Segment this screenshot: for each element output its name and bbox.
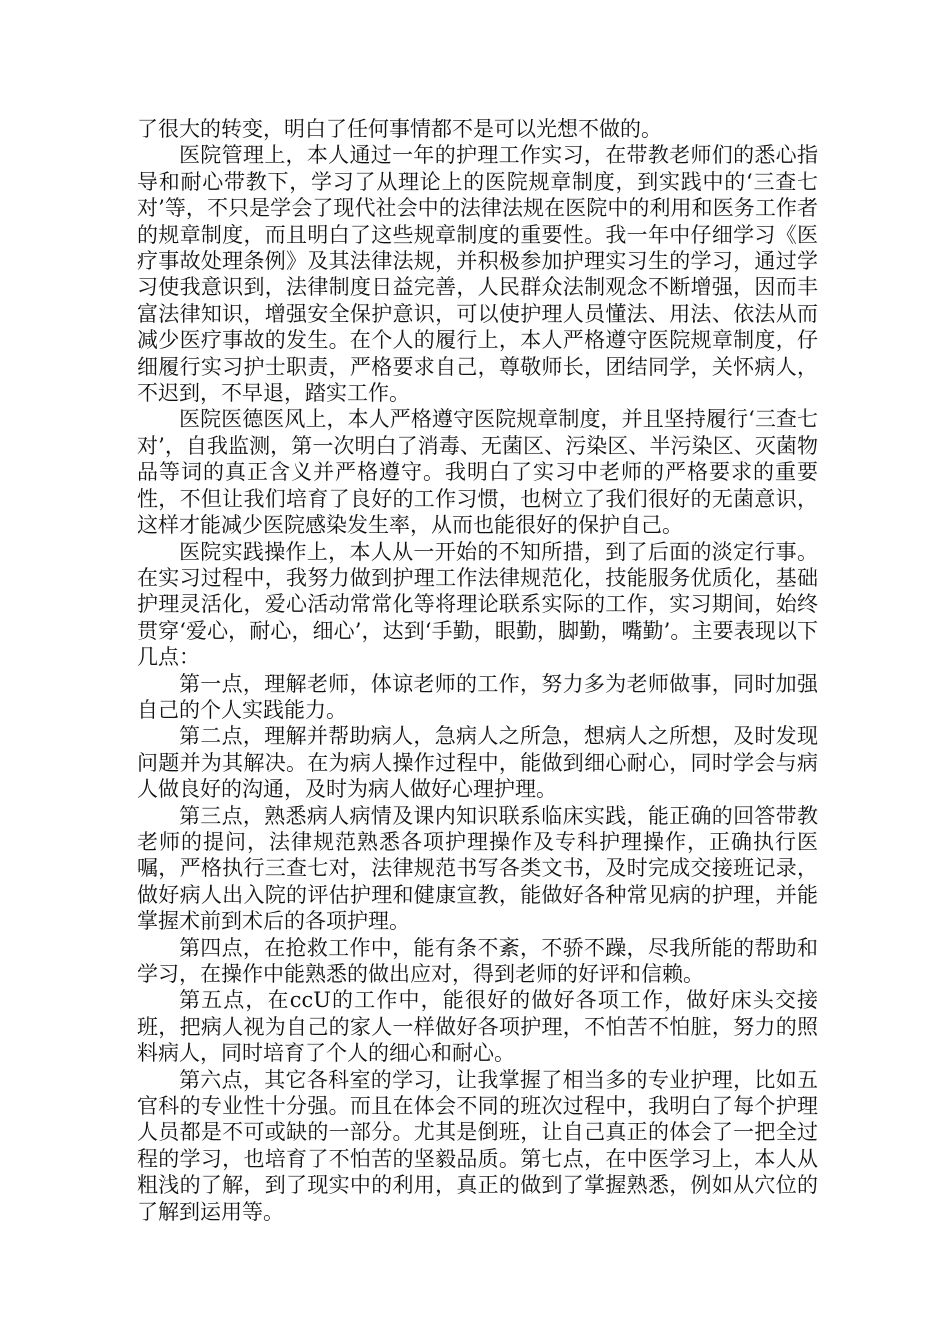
paragraph-point-six: 第六点，其它各科室的学习，让我掌握了相当多的专业护理，比如五官科的专业性十分强。而且在体会不同的班次过程中，我明白了每个护理人员都是不可或缺的一部分。尤其是倒班，让自己真正的体会了一把全过程的学习，也培育了不怕苦的坚毅品质。第七点，在中医学习上，本人从粗浅的了解，到了现实中的利用，真正的做到了掌握熟悉，例如从穴位的了解到运用等。 xyxy=(137,1067,818,1224)
paragraph-hospital-management: 医院管理上，本人通过一年的护理工作实习，在带教老师们的悉心指导和耐心带教下，学习了从理论上的医院规章制度，到实践中的‘三查七对’等，不只是学会了现代社会中的法律法规在医院中的利用和医务工作者的规章制度，而且明白了这些规章制度的重要性。我一年中仔细学习《医疗事故处理条例》及其法律法规，并积极参加护理实习生的学习，通过学习使我意识到，法律制度日益完善，人民群众法制观念不断增强，因而丰富法律知识，增强安全保护意识，可以使护理人员懂法、用法、依法从而减少医疗事故的发生。在个人的履行上，本人严格遵守医院规章制度，仔细履行实习护士职责，严格要求自己，尊敬师长，团结同学，关怀病人，不迟到，不早退，踏实工作。 xyxy=(137,143,818,406)
paragraph-point-two: 第二点，理解并帮助病人，急病人之所急，想病人之所想，及时发现问题并为其解决。在为病人操作过程中，能做到细心耐心，同时学会与病人做良好的沟通，及时为病人做好心理护理。 xyxy=(137,724,818,802)
paragraph-medical-ethics: 医院医德医风上，本人严格遵守医院规章制度，并且坚持履行‘三查七对’，自我监测，第一次明白了消毒、无菌区、污染区、半污染区、灭菌物品等词的真正含义并严格遵守。我明白了实习中老师的严格要求的重要性，不但让我们培育了良好的工作习惯，也树立了我们很好的无菌意识，这样才能减少医院感染发生率，从而也能很好的保护自己。 xyxy=(137,407,818,538)
paragraph-point-three: 第三点，熟悉病人病情及课内知识联系临床实践，能正确的回答带教老师的提问，法律规范熟悉各项护理操作及专科护理操作，正确执行医嘱，严格执行三查七对，法律规范书写各类文书，及时完成交接班记录，做好病人出入院的评估护理和健康宣教，能做好各种常见病的护理，并能掌握术前到术后的各项护理。 xyxy=(137,803,818,934)
paragraph-point-four: 第四点，在抢救工作中，能有条不紊，不骄不躁，尽我所能的帮助和学习，在操作中能熟悉的做出应对，得到老师的好评和信赖。 xyxy=(137,935,818,986)
document-body xyxy=(137,116,818,1225)
paragraph-practical-operation: 医院实践操作上，本人从一开始的不知所措，到了后面的淡定行事。在实习过程中，我努力做到护理工作法律规范化，技能服务优质化，基础护理灵活化，爱心活动常常化等将理论联系实际的工作，实习期间，始终贯穿‘爱心，耐心，细心’，达到‘手勤，眼勤，脚勤，嘴勤’。主要表现以下几点： xyxy=(137,539,818,670)
paragraph-point-five: 第五点，在ccU的工作中，能很好的做好各项工作，做好床头交接班，把病人视为自己的家人一样做好各项护理，不怕苦不怕脏，努力的照料病人，同时培育了个人的细心和耐心。 xyxy=(137,988,818,1066)
paragraph-continuation: 了很大的转变，明白了任何事情都不是可以光想不做的。 xyxy=(137,117,662,141)
paragraph-point-one: 第一点，理解老师，体谅老师的工作，努力多为老师做事，同时加强自己的个人实践能力。 xyxy=(137,671,818,722)
